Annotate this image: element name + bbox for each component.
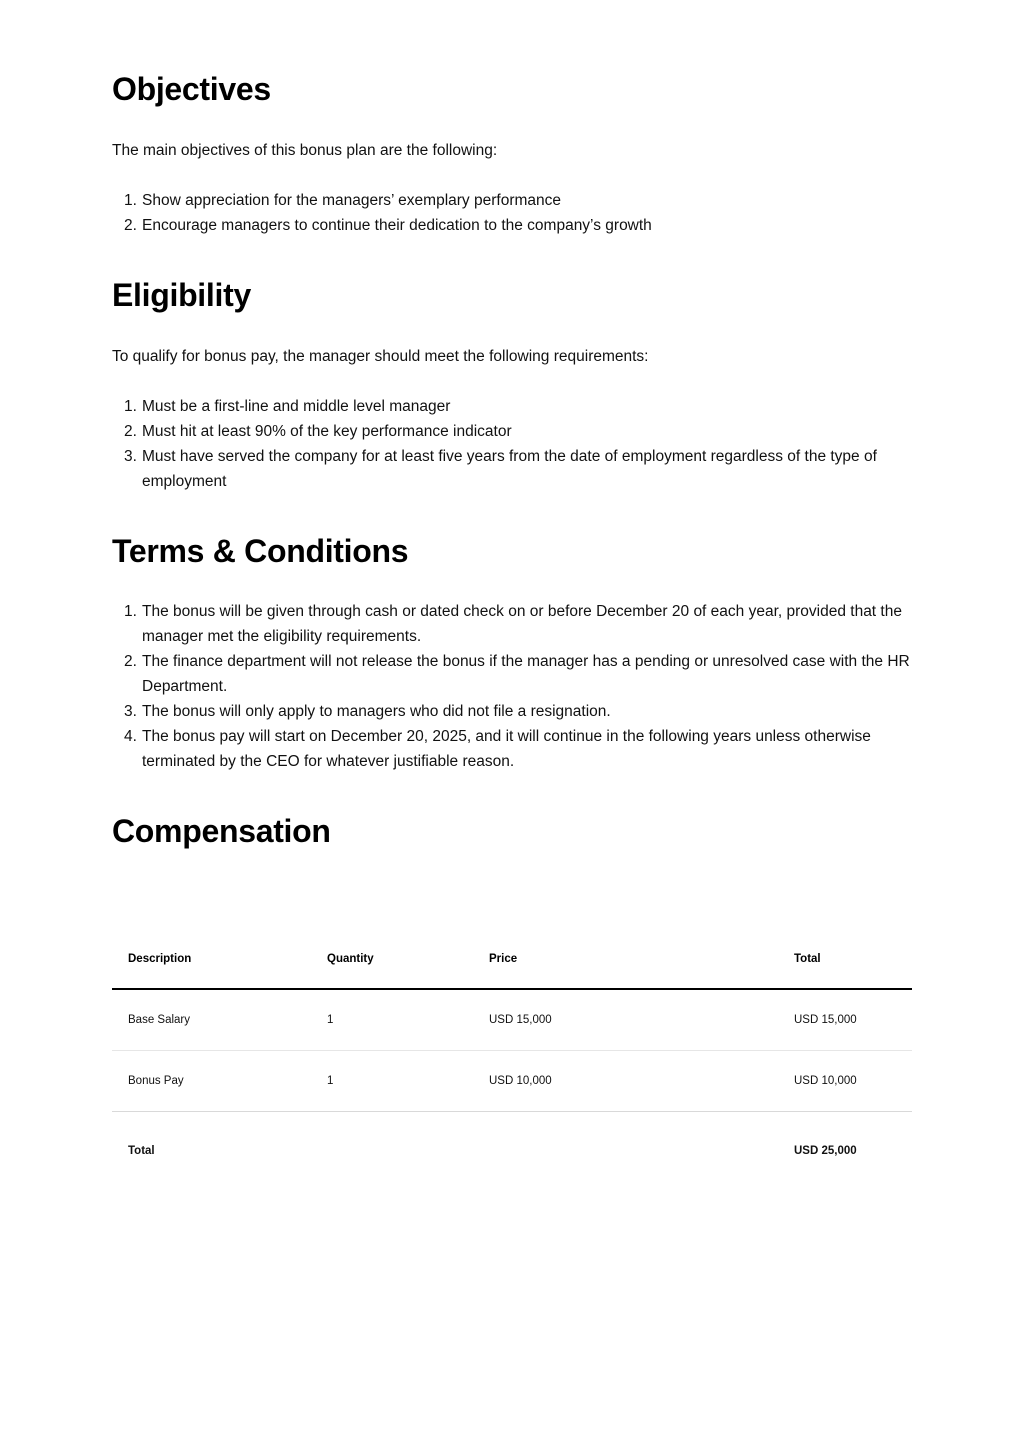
cell-price: USD 10,000: [473, 1050, 778, 1111]
list-item: [112, 213, 912, 238]
list-item-text: Show appreciation for the managers’ exemplary performance: [142, 192, 561, 209]
total-row: [112, 1111, 912, 1191]
cell-total: USD 15,000: [778, 989, 912, 1050]
list-item: [112, 419, 912, 444]
list-item: [112, 599, 912, 649]
list-number: 3.: [124, 703, 137, 720]
list-item-text: The bonus will be given through cash or dated check on or before December 20 of each year, provided that the manager met the eligibility requirements.: [142, 603, 902, 645]
list-item-text: The bonus will only apply to managers who did not file a resignation.: [142, 703, 611, 720]
list-item-text: Must have served the company for at least five years from the date of employment regardless of the type of employment: [142, 448, 877, 490]
list-item: [112, 188, 912, 213]
list-item-text: Encourage managers to continue their dedication to the company’s growth: [142, 217, 652, 234]
column-header-price: Price: [473, 930, 778, 989]
cell-price: USD 15,000: [473, 989, 778, 1050]
compensation-heading: Compensation: [112, 813, 331, 849]
list-number: 2.: [124, 217, 137, 234]
cell-quantity: 1: [311, 1050, 473, 1111]
eligibility-list: [112, 394, 912, 494]
terms-heading: Terms & Conditions: [112, 533, 409, 569]
document-page: [112, 66, 912, 1191]
list-item-text: Must hit at least 90% of the key performance indicator: [142, 423, 512, 440]
list-item: [112, 394, 912, 419]
objectives-section: [112, 66, 912, 272]
objectives-intro: The main objectives of this bonus plan are the following:: [112, 142, 498, 159]
list-item: [112, 699, 912, 724]
empty-cell: [311, 1111, 473, 1191]
list-item: [112, 649, 912, 699]
column-header-quantity: Quantity: [311, 930, 473, 989]
cell-quantity: 1: [311, 989, 473, 1050]
list-item-text: The finance department will not release the bonus if the manager has a pending or unresolved case with the HR Department.: [142, 653, 910, 695]
terms-section: [112, 528, 912, 808]
terms-list: [112, 599, 912, 774]
empty-cell: [473, 1111, 778, 1191]
cell-description: Bonus Pay: [112, 1050, 311, 1111]
eligibility-section: [112, 272, 912, 528]
objectives-heading: Objectives: [112, 71, 271, 107]
total-value: USD 25,000: [794, 1145, 857, 1158]
compensation-table: [112, 930, 912, 1191]
column-header-description: Description: [112, 930, 311, 989]
list-item: [112, 724, 912, 774]
cell-total: USD 10,000: [778, 1050, 912, 1111]
list-number: 2.: [124, 423, 137, 440]
list-item: [112, 444, 912, 494]
list-number: 4.: [124, 728, 137, 745]
list-number: 3.: [124, 448, 137, 465]
list-number: 1.: [124, 603, 137, 620]
list-number: 1.: [124, 398, 137, 415]
eligibility-heading: Eligibility: [112, 277, 251, 313]
compensation-section: [112, 808, 912, 1191]
list-number: 2.: [124, 653, 137, 670]
table-row: [112, 1050, 912, 1111]
eligibility-intro: To qualify for bonus pay, the manager should meet the following requirements:: [112, 348, 649, 365]
table-row: [112, 989, 912, 1050]
list-number: 1.: [124, 192, 137, 209]
column-header-total: Total: [778, 930, 912, 989]
objectives-list: [112, 188, 912, 238]
cell-description: Base Salary: [112, 989, 311, 1050]
list-item-text: Must be a first-line and middle level manager: [142, 398, 451, 415]
table-header-row: [112, 930, 912, 989]
list-item-text: The bonus pay will start on December 20, 2025, and it will continue in the following years unless otherwise terminated by the CEO for whatever justifiable reason.: [142, 728, 871, 770]
total-label: Total: [128, 1145, 155, 1158]
